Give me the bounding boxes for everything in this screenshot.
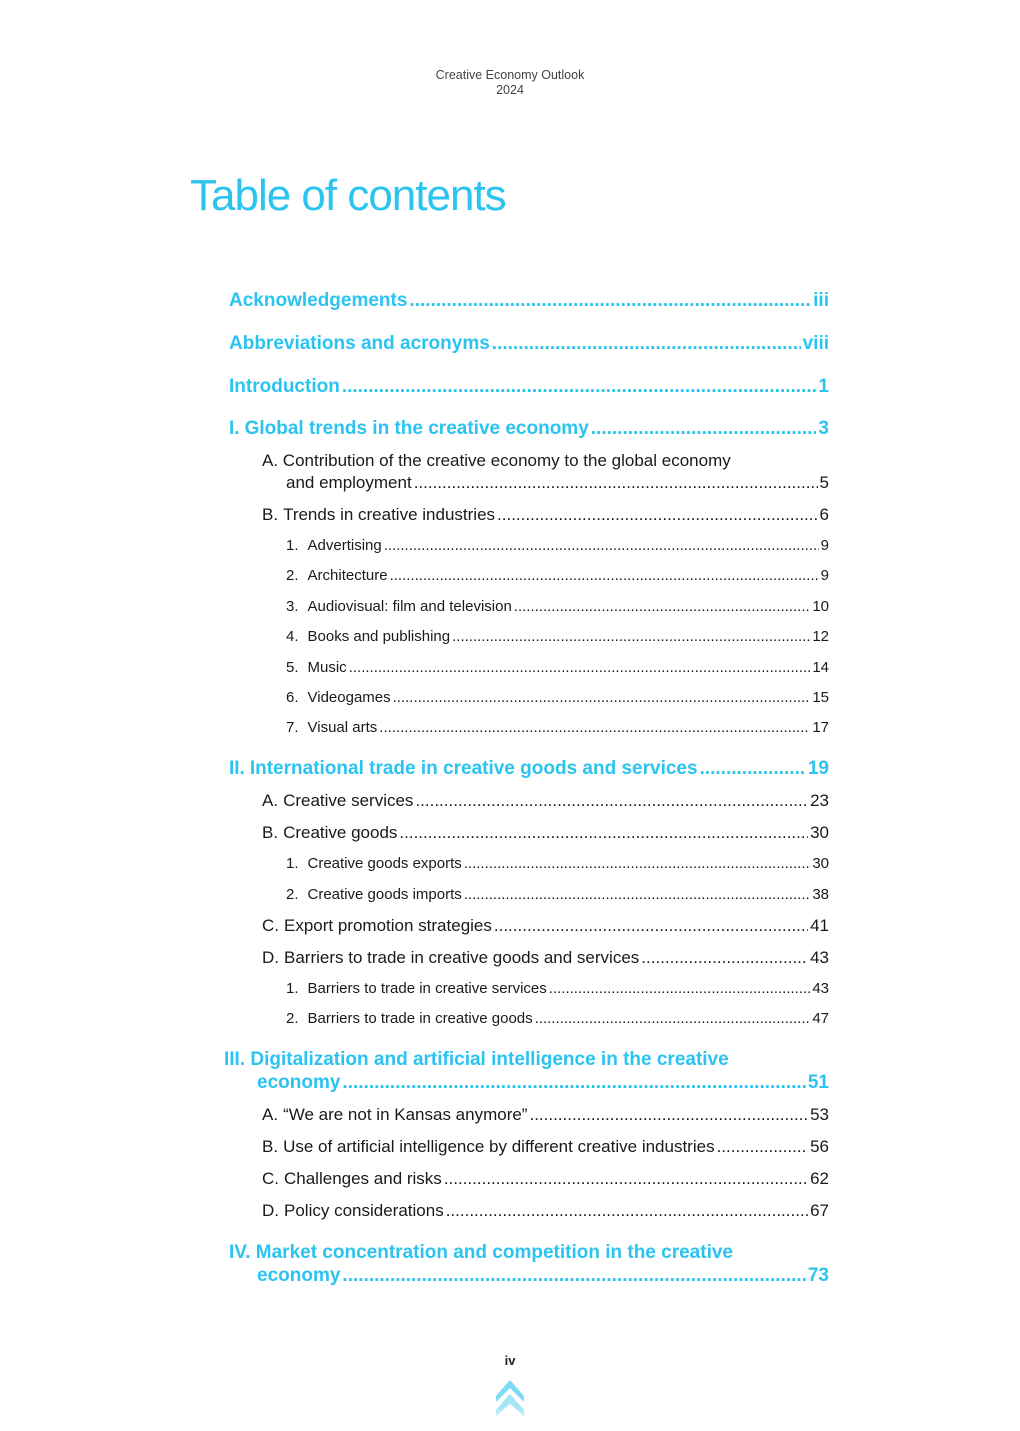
toc-entry-label: Barriers to trade in creative services (307, 980, 547, 997)
toc-entry-label: Books and publishing (307, 628, 451, 645)
dot-leader (444, 1169, 808, 1189)
toc-entry-number: 4. (286, 628, 299, 645)
toc-entry-label: Policy considerations (284, 1201, 444, 1220)
toc-entry-number: B. (262, 505, 279, 524)
toc-entry-label: Export promotion strategies (284, 916, 492, 935)
toc-entry-page: 9 (820, 567, 829, 584)
toc-entry-chapter-1[interactable] (229, 418, 829, 440)
toc-entry-label: Challenges and risks (284, 1169, 442, 1188)
toc-entry-label: Audiovisual: film and television (307, 598, 512, 615)
dot-leader (415, 791, 808, 811)
toc-entry-number: A. (262, 451, 279, 470)
dot-leader (379, 719, 810, 736)
dot-leader (399, 823, 808, 843)
dot-leader (494, 916, 808, 936)
toc-entry-label: Contribution of the creative economy to the global economy (282, 451, 731, 470)
toc-entry-1b4[interactable] (286, 628, 829, 645)
toc-entry-page: 62 (810, 1169, 829, 1188)
toc-entry-number: III. (224, 1049, 246, 1070)
toc-entry-acknowledgements[interactable] (229, 290, 829, 312)
toc-entry-page: 38 (812, 886, 829, 903)
toc-entry-1b6[interactable] (286, 689, 829, 706)
dot-leader (464, 886, 811, 903)
toc-entry-chapter-2[interactable] (229, 758, 829, 780)
dot-leader (464, 855, 811, 872)
toc-entry-abbreviations[interactable] (229, 333, 829, 355)
toc-entry-chapter-3-line1[interactable] (224, 1049, 729, 1071)
toc-entry-page: 41 (810, 916, 829, 935)
toc-entry-introduction[interactable] (229, 376, 829, 398)
toc-entry-number: D. (262, 948, 279, 967)
toc-entry-2d1[interactable] (286, 980, 829, 997)
toc-entry-number: 2. (286, 567, 299, 584)
toc-entry-page: 73 (807, 1265, 829, 1286)
toc-entry-label: Music (307, 659, 347, 676)
toc-entry-label: Creative goods imports (307, 886, 462, 903)
toc-entry-page: 47 (812, 1010, 829, 1027)
toc-entry-number: 5. (286, 659, 299, 676)
toc-entry-number: A. (262, 791, 279, 810)
dot-leader (591, 418, 817, 440)
dot-leader (342, 376, 817, 398)
toc-entry-number: 2. (286, 1010, 299, 1027)
toc-entry-number: C. (262, 1169, 279, 1188)
toc-entry-label: Barriers to trade in creative goods (307, 1010, 533, 1027)
toc-entry-page: 30 (812, 855, 829, 872)
toc-entry-page: 56 (810, 1137, 829, 1156)
toc-entry-label-continued: economy (257, 1265, 341, 1286)
dot-leader (717, 1137, 809, 1157)
dot-leader (452, 628, 810, 645)
toc-entry-page: 15 (812, 689, 829, 706)
toc-entry-label: Advertising (307, 537, 382, 554)
dot-leader (414, 473, 818, 493)
publication-year: 2024 (496, 83, 524, 97)
toc-entry-3c[interactable] (262, 1169, 829, 1189)
toc-entry-page: viii (802, 333, 829, 354)
dot-leader (393, 689, 811, 706)
dot-leader (514, 598, 811, 615)
toc-entry-label-continued: economy (257, 1072, 341, 1093)
toc-entry-chapter-4[interactable] (257, 1265, 829, 1287)
toc-entry-page: 43 (812, 980, 829, 997)
toc-entry-number: IV. (229, 1242, 251, 1263)
dot-leader (641, 948, 808, 968)
toc-entry-1b5[interactable] (286, 659, 829, 676)
toc-entry-page: 12 (812, 628, 829, 645)
toc-entry-3d[interactable] (262, 1201, 829, 1221)
toc-entry-page: 19 (807, 758, 829, 779)
toc-entry-2d[interactable] (262, 948, 829, 968)
toc-entry-page: 10 (812, 598, 829, 615)
toc-entry-page: 5 (819, 473, 829, 492)
toc-entry-label: Trends in creative industries (283, 505, 496, 524)
toc-entry-page: iii (813, 290, 829, 311)
toc-entry-1b7[interactable] (286, 719, 829, 736)
toc-entry-label: Creative goods (283, 823, 398, 842)
toc-entry-label: Market concentration and competition in the creative (255, 1242, 733, 1263)
toc-entry-chapter-4-line1[interactable] (229, 1242, 733, 1264)
toc-entry-number: C. (262, 916, 279, 935)
toc-entry-label: International trade in creative goods and services (249, 758, 698, 779)
dot-leader (535, 1010, 811, 1027)
chevron-up-icon (495, 1378, 525, 1418)
toc-entry-2a[interactable] (262, 791, 829, 811)
toc-entry-number: 6. (286, 689, 299, 706)
toc-entry-number: 1. (286, 980, 299, 997)
toc-entry-number: B. (262, 823, 279, 842)
toc-entry-1b2[interactable] (286, 567, 829, 584)
page-number: iv (504, 1353, 516, 1368)
toc-entry-label: Barriers to trade in creative goods and services (284, 948, 640, 967)
toc-entry-page: 1 (818, 376, 829, 397)
toc-entry-label: Architecture (307, 567, 388, 584)
toc-entry-page: 17 (812, 719, 829, 736)
toc-entry-page: 3 (818, 418, 829, 439)
toc-entry-number: D. (262, 1201, 279, 1220)
dot-leader (529, 1105, 808, 1125)
toc-entry-page: 53 (810, 1105, 829, 1124)
toc-entry-2b2[interactable] (286, 886, 829, 903)
toc-entry-page: 23 (810, 791, 829, 810)
toc-entry-label: Acknowledgements (229, 290, 408, 311)
dot-leader (492, 333, 801, 355)
toc-entry-label: Abbreviations and acronyms (229, 333, 490, 354)
toc-entry-number: I. (229, 418, 240, 439)
toc-entry-page: 30 (810, 823, 829, 842)
toc-entry-label: Creative goods exports (307, 855, 462, 872)
toc-entry-2b1[interactable] (286, 855, 829, 872)
dot-leader (342, 1072, 805, 1094)
toc-entry-number: 1. (286, 537, 299, 554)
toc-entry-label: Use of artificial intelligence by different creative industries (283, 1137, 715, 1156)
toc-entry-1b1[interactable] (286, 537, 829, 554)
toc-entry-1a[interactable] (286, 473, 829, 493)
toc-entry-3a[interactable] (262, 1105, 829, 1125)
toc-entry-number: 2. (286, 886, 299, 903)
dot-leader (384, 537, 819, 554)
dot-leader (409, 290, 811, 312)
toc-entry-label: Creative services (283, 791, 414, 810)
toc-entry-label: Introduction (229, 376, 340, 397)
toc-entry-label: Visual arts (307, 719, 378, 736)
dot-leader (349, 659, 811, 676)
dot-leader (700, 758, 806, 780)
toc-entry-number: A. (262, 1105, 279, 1124)
dot-leader (342, 1265, 805, 1287)
toc-entry-number: 7. (286, 719, 299, 736)
toc-entry-page: 6 (819, 505, 829, 524)
toc-entry-2c[interactable] (262, 916, 829, 936)
toc-entry-3b[interactable] (262, 1137, 829, 1157)
toc-entry-label: Global trends in the creative economy (244, 418, 589, 439)
publication-title: Creative Economy Outlook (435, 68, 585, 82)
toc-entry-number: B. (262, 1137, 279, 1156)
toc-entry-page: 14 (812, 659, 829, 676)
dot-leader (390, 567, 819, 584)
toc-entry-label: “We are not in Kansas anymore” (283, 1105, 528, 1124)
dot-leader (549, 980, 811, 997)
toc-entry-1a-line1[interactable] (262, 451, 731, 471)
dot-leader (497, 505, 818, 525)
toc-entry-page: 51 (807, 1072, 829, 1093)
toc-entry-label: Digitalization and artificial intelligence in the creative (250, 1049, 729, 1070)
toc-entry-page: 9 (820, 537, 829, 554)
toc-entry-chapter-3[interactable] (257, 1072, 829, 1094)
toc-entry-number: 3. (286, 598, 299, 615)
toc-entry-page: 67 (810, 1201, 829, 1220)
toc-entry-2d2[interactable] (286, 1010, 829, 1027)
dot-leader (446, 1201, 808, 1221)
toc-entry-1b3[interactable] (286, 598, 829, 615)
toc-entry-label-continued: and employment (286, 473, 412, 492)
toc-entry-2b[interactable] (262, 823, 829, 843)
toc-entry-page: 43 (810, 948, 829, 967)
page-title: Table of contents (190, 171, 506, 220)
toc-entry-1b[interactable] (262, 505, 829, 525)
toc-entry-label: Videogames (307, 689, 391, 706)
toc-entry-number: II. (229, 758, 245, 779)
toc-entry-number: 1. (286, 855, 299, 872)
